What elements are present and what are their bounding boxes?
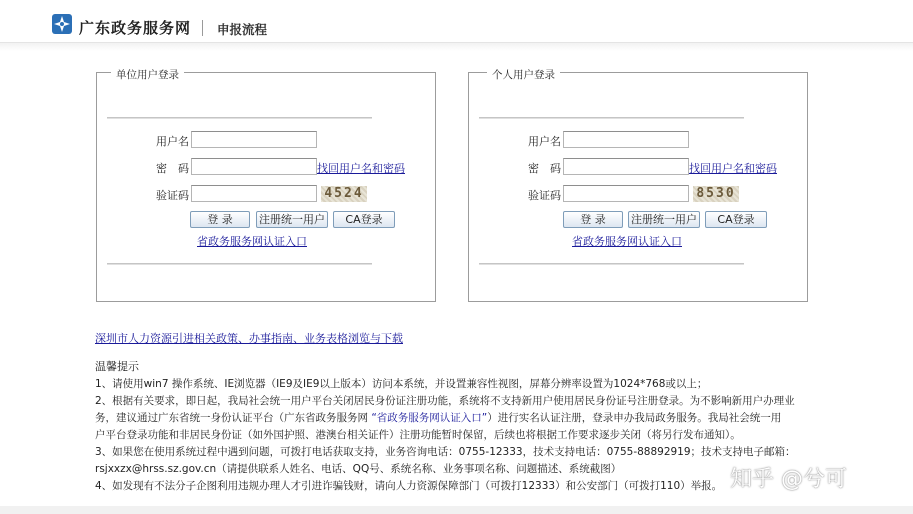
org-ca-login-button[interactable]: CA登录 [333, 211, 395, 228]
resource-download-link[interactable]: 深圳市人力资源引进相关政策、办事指南、业务表格浏览与下载 [95, 332, 403, 345]
org-captcha-input[interactable] [191, 185, 317, 202]
org-username-label: 用户名 [156, 135, 189, 148]
personal-register-button[interactable]: 注册统一用户 [628, 211, 700, 228]
tip-item [95, 410, 781, 425]
header-bar [0, 0, 913, 43]
personal-bottom-divider [479, 263, 744, 265]
page-subtitle: 申报流程 [217, 22, 268, 37]
header-shadow [0, 43, 913, 51]
org-captcha-image[interactable]: 4524 [321, 186, 367, 202]
personal-password-label: 密 码 [528, 162, 561, 175]
org-password-label: 密 码 [156, 162, 189, 175]
tip-portal-highlight: “省政务服务网认证入口” [371, 412, 488, 424]
org-bottom-divider [107, 263, 372, 265]
tip-item: 2、根据有关要求，即日起，我局社会统一用户平台关闭居民身份证注册功能，系统将不支持新用户使用居民身份证号注册登录。为不影响新用户办理业 [95, 395, 795, 407]
brand-name[interactable]: 广东政务服务网 [79, 19, 192, 37]
personal-captcha-input[interactable] [563, 185, 689, 202]
personal-captcha-label: 验证码 [528, 189, 561, 202]
tip-item: rsjxxzx@hrss.sz.gov.cn（请提供联系人姓名、电话、QQ号、系统名称、业务事项名称、问题描述、系统截图） [95, 463, 622, 475]
org-login-title: 单位用户登录 [111, 67, 184, 82]
tip-item: 1、请使用win7 操作系统、IE浏览器（IE9及IE9以上版本）访问本系统，并设置兼容性视图，屏幕分辨率设置为1024*768或以上； [95, 378, 708, 390]
org-register-button[interactable]: 注册统一用户 [256, 211, 328, 228]
tip-item: 户平台登录功能和非居民身份证（如外国护照、港澳台相关证件）注册功能暂时保留，后续也将根据工作要求逐步关闭（将另行发布通知）。 [95, 429, 741, 441]
header-divider [202, 20, 203, 36]
org-login-button[interactable]: 登 录 [190, 211, 250, 228]
org-username-input[interactable] [191, 131, 317, 148]
personal-login-panel [468, 69, 808, 302]
personal-find-account-link[interactable]: 找回用户名和密码 [689, 162, 777, 175]
tip-item: 3、如果您在使用系统过程中遇到问题，可拨打电话获取支持，业务咨询电话：0755-12333，技术支持电话：0755-88892919；技术支持电子邮箱： [95, 446, 796, 458]
personal-ca-login-button[interactable]: CA登录 [705, 211, 767, 228]
watermark: 知乎 @兮可 [730, 467, 847, 492]
tip-text: ）进行实名认证注册，登录申办我局政务服务。我局社会统一用 [487, 412, 782, 424]
org-password-input[interactable] [191, 158, 317, 175]
org-top-divider [107, 117, 372, 119]
personal-username-input[interactable] [563, 131, 689, 148]
tip-item: 4、如发现有不法分子企图利用违规办理人才引进诈骗钱财，请向人力资源保障部门（可拨打12333）和公安部门（可拨打110）举报。 [95, 480, 723, 492]
logo-icon [51, 13, 73, 35]
personal-login-button[interactable]: 登 录 [563, 211, 623, 228]
org-find-account-link[interactable]: 找回用户名和密码 [317, 162, 405, 175]
personal-top-divider [479, 117, 744, 119]
org-login-panel [96, 69, 436, 302]
org-captcha-label: 验证码 [156, 189, 189, 202]
org-portal-auth-link[interactable]: 省政务服务网认证入口 [197, 235, 307, 248]
personal-captcha-image[interactable]: 8530 [693, 186, 739, 202]
tips-title: 温馨提示 [95, 360, 139, 373]
tip-text: 务，建议通过广东省统一身份认证平台（广东省政务服务网 [95, 412, 372, 424]
personal-login-title: 个人用户登录 [487, 67, 560, 82]
bottom-bar [0, 506, 913, 514]
personal-username-label: 用户名 [528, 135, 561, 148]
personal-password-input[interactable] [563, 158, 689, 175]
personal-portal-auth-link[interactable]: 省政务服务网认证入口 [572, 235, 682, 248]
